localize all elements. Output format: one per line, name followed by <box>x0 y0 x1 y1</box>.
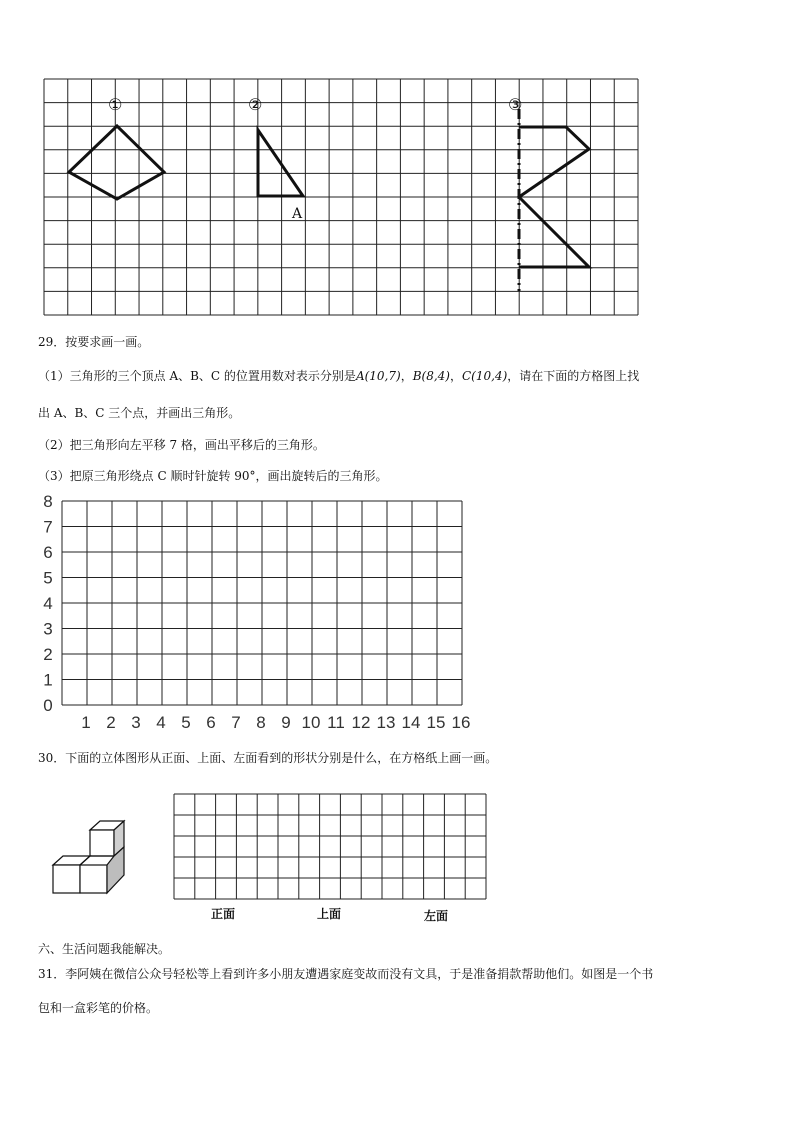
q29-title: 29．按要求画一画。 <box>38 335 150 349</box>
q31-line2: 包和一盒彩笔的价格。 <box>38 1001 159 1015</box>
x-tick-label: 8 <box>256 713 266 732</box>
x-tick-label: 10 <box>301 713 321 732</box>
point-a-label: A <box>292 206 303 222</box>
shape-1-label: ① <box>108 95 123 114</box>
x-tick-label: 6 <box>206 713 216 732</box>
q29-part2: （2）把三角形向左平移 7 格，画出平移后的三角形。 <box>38 438 325 452</box>
cube-solid-figure <box>50 818 130 898</box>
x-tick-label: 15 <box>426 713 446 732</box>
y-tick-label: 4 <box>43 594 53 613</box>
y-tick-label: 5 <box>43 568 53 588</box>
shape-2-label: ② <box>248 95 263 114</box>
shape-3-label: ③ <box>508 95 523 114</box>
x-tick-label: 13 <box>376 713 396 732</box>
x-tick-label: 4 <box>156 713 166 732</box>
q29-part3: （3）把原三角形绕点 C 顺时针旋转 90°，画出旋转后的三角形。 <box>38 469 388 483</box>
y-tick-label: 8 <box>43 492 53 511</box>
top-view-label: 上面 <box>317 907 342 921</box>
coord-c: C(10,4) <box>461 369 508 383</box>
x-tick-label: 14 <box>401 713 421 732</box>
shape-1-kite <box>69 126 164 199</box>
coord-a: A(10,7) <box>355 369 401 383</box>
coordinate-grid-lines <box>62 501 462 705</box>
y-tick-label: 3 <box>43 619 53 639</box>
x-tick-label: 7 <box>231 713 241 732</box>
separator: ， <box>400 369 413 383</box>
q31-line1: 31．李阿姨在微信公众号轻松等上看到许多小朋友遭遇家庭变故而没有文具，于是准备捐款帮助他们。如图是一个书 <box>38 967 654 981</box>
y-tick-label: 1 <box>43 670 53 690</box>
x-tick-label: 12 <box>351 713 371 732</box>
y-tick-label: 2 <box>43 645 53 664</box>
y-tick-label: 7 <box>43 517 53 537</box>
x-tick-label: 9 <box>281 713 291 732</box>
front-view-label: 正面 <box>211 907 236 921</box>
shape-2-triangle <box>258 130 303 196</box>
y-tick-label: 0 <box>43 696 53 715</box>
shapes-grid-figure <box>44 79 639 317</box>
q30-title: 30．下面的立体图形从正面、上面、左面看到的形状分别是什么，在方格纸上画一画。 <box>38 751 498 765</box>
x-tick-label: 3 <box>131 713 141 732</box>
q29-part1-line2: 出 A、B、C 三个点，并画出三角形。 <box>38 406 241 420</box>
x-tick-label: 16 <box>451 713 471 732</box>
coordinate-grid <box>36 490 486 735</box>
views-grid <box>174 794 490 904</box>
x-tick-label: 1 <box>81 713 91 732</box>
x-tick-label: 11 <box>327 713 345 732</box>
x-tick-label: 5 <box>181 713 191 732</box>
separator: ， <box>449 369 462 383</box>
grid-lines <box>44 79 638 315</box>
q29-part1-prefix: （1）三角形的三个顶点 A、B、C 的位置用数对表示分别是 <box>38 369 356 383</box>
x-tick-label: 2 <box>106 713 116 732</box>
views-grid-lines <box>174 794 486 899</box>
coord-b: B(8,4) <box>412 369 450 383</box>
left-view-label: 左面 <box>424 909 449 923</box>
section-6-title: 六、生活问题我能解决。 <box>38 942 171 956</box>
y-tick-label: 6 <box>43 543 53 562</box>
coordinate-axis-labels <box>43 492 470 732</box>
q29-part1-suffix: ，请在下面的方格图上找 <box>507 369 640 383</box>
